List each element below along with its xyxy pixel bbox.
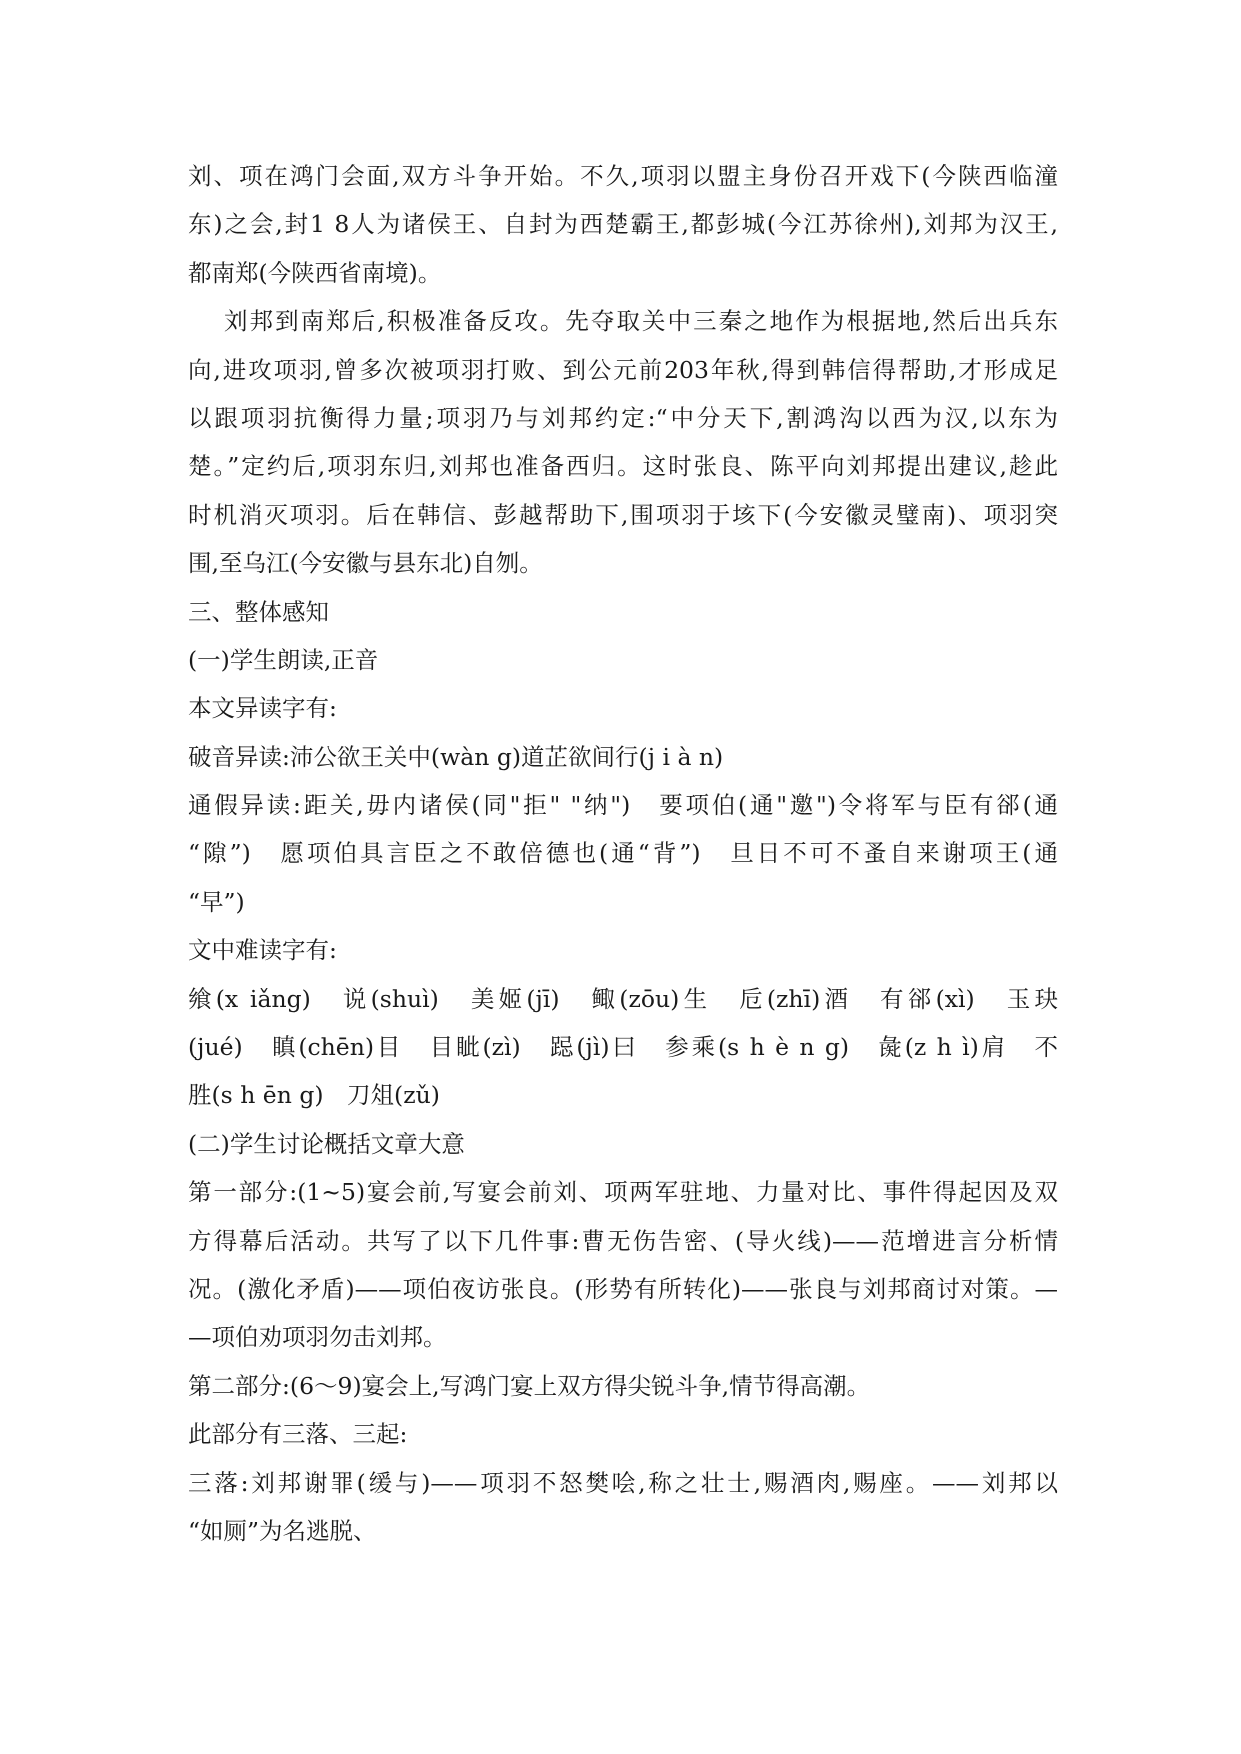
text-line: (二)学生讨论概括文章大意 <box>188 1129 465 1158</box>
text-line: 都南郑(今陕西省南境)。 <box>188 258 442 287</box>
text-line: 破音异读:沛公欲王关中(wàn g)道芷欲间行(j i à n) <box>188 742 724 771</box>
text-line: 胜(s h ēn g) 刀俎(zǔ) <box>188 1081 440 1110</box>
text-line: “隙”) 愿项伯具言臣之不敢倍德也(通“背”) 旦日不可不蚤自来谢项王(通 <box>188 839 1058 868</box>
text-line: (jué) 瞋(chēn)目 目眦(zì) 跽(jì)曰 参乘(s h è n g) 彘(z h ì)肩 不 <box>188 1033 1058 1062</box>
text-line: 飨(x iǎng) 说(shuì) 美姬(jī) 鲰(zōu)生 卮(zhī)酒 有郤(xì) 玉玦 <box>188 984 1058 1013</box>
text-line: 刘、项在鸿门会面,双方斗争开始。不久,项羽以盟主身份召开戏下(今陕西临潼 <box>188 162 1058 190</box>
text-line: 以跟项羽抗衡得力量;项羽乃与刘邦约定:“中分天下,割鸿沟以西为汉,以东为 <box>188 403 1058 432</box>
text-line: 文中难读字有: <box>188 936 337 965</box>
document-body <box>188 152 1058 1555</box>
text-line: 本文异读字有: <box>188 694 337 723</box>
text-line: 况。(激化矛盾)——项伯夜访张良。(形势有所转化)——张良与刘邦商讨对策。— <box>188 1274 1058 1303</box>
text-line: (一)学生朗读,正音 <box>188 645 379 674</box>
text-line: 第二部分:(6～9)宴会上,写鸿门宴上双方得尖锐斗争,情节得高潮。 <box>188 1371 871 1400</box>
text-line: 方得幕后活动。共写了以下几件事:曹无伤告密、(导火线)——范增进言分析情 <box>188 1226 1058 1255</box>
text-line: “早”) <box>188 887 245 916</box>
text-line: 楚。”定约后,项羽东归,刘邦也准备西归。这时张良、陈平向刘邦提出建议,趁此 <box>188 452 1058 481</box>
text-line: 时机消灭项羽。后在韩信、彭越帮助下,围项羽于垓下(今安徽灵璧南)、项羽突 <box>188 500 1058 529</box>
text-line: “如厕”为名逃脱、 <box>188 1516 377 1545</box>
text-line: 刘邦到南郑后,积极准备反攻。先夺取关中三秦之地作为根据地,然后出兵东 <box>224 307 1058 336</box>
text-line: 围,至乌江(今安徽与县东北)自刎。 <box>188 549 543 578</box>
text-line: 向,进攻项羽,曾多次被项羽打败、到公元前203年秋,得到韩信得帮助,才形成足 <box>188 355 1058 384</box>
text-line: 通假异读:距关,毋内诸侯(同"拒" "纳") 要项伯(通"邀")令将军与臣有郤(通 <box>188 791 1058 820</box>
text-line: 第一部分:(1~5)宴会前,写宴会前刘、项两军驻地、力量对比、事件得起因及双 <box>188 1178 1058 1207</box>
text-line: 三、整体感知 <box>188 597 329 626</box>
text-line: 东)之会,封1 8人为诸侯王、自封为西楚霸王,都彭城(今江苏徐州),刘邦为汉王, <box>188 210 1058 239</box>
text-line: 此部分有三落、三起: <box>188 1420 408 1449</box>
text-line: 三落:刘邦谢罪(缓与)——项羽不怒樊哙,称之壮士,赐酒肉,赐座。——刘邦以 <box>188 1468 1058 1497</box>
text-line: —项伯劝项羽勿击刘邦。 <box>188 1323 447 1352</box>
